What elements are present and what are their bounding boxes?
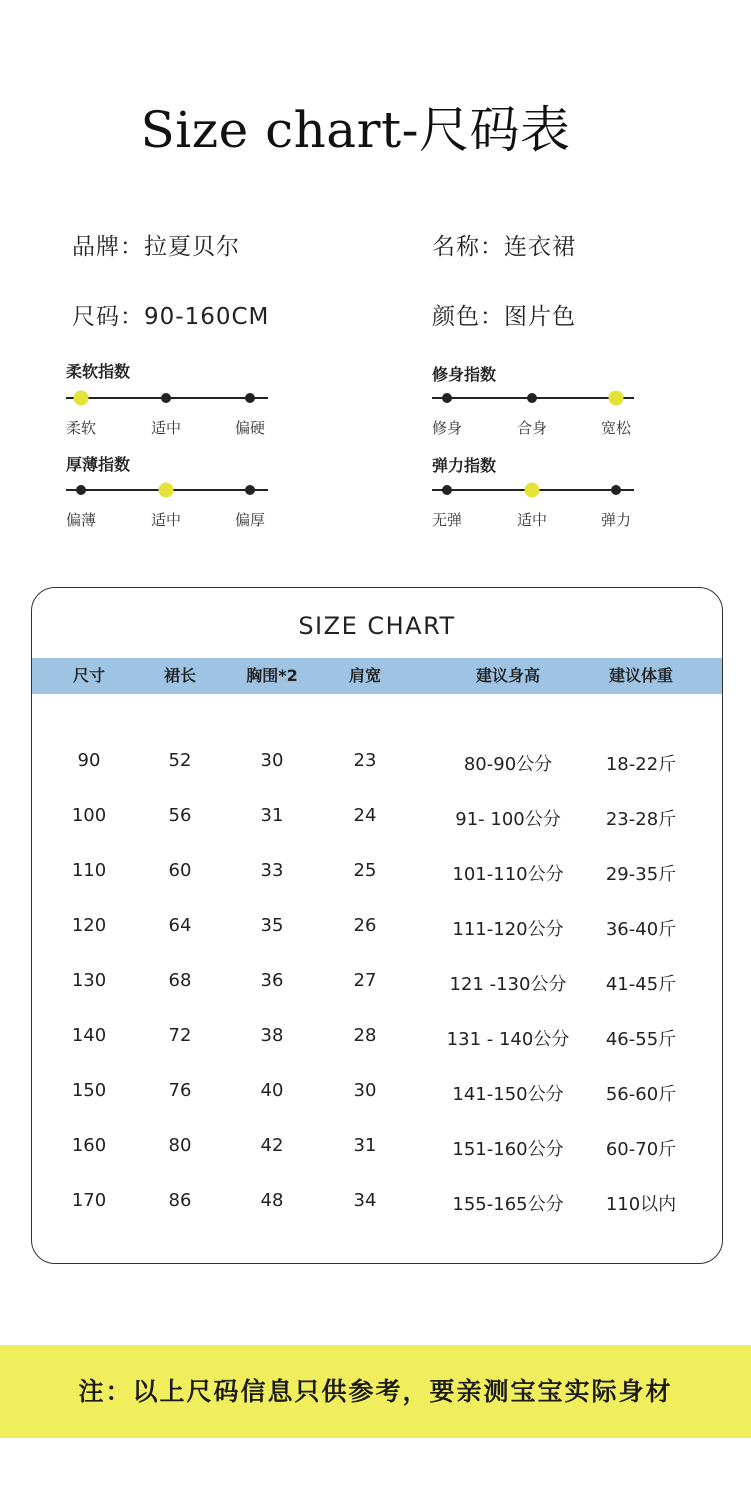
table-cell: 33	[260, 860, 284, 881]
scale-dot	[527, 393, 537, 403]
table-cell: 26	[353, 915, 377, 936]
table-cell: 30	[353, 1080, 377, 1101]
table-cell: 90	[77, 750, 101, 771]
color-info: 颜色：图片色	[432, 304, 576, 330]
table-header-cell: 建议体重	[608, 666, 674, 685]
table-cell: 76	[168, 1080, 192, 1101]
brand-info: 品牌：拉夏贝尔	[72, 234, 240, 260]
table-cell: 100	[71, 805, 107, 826]
scale-label: 宽松	[600, 419, 632, 437]
scale-title: 柔软指数	[66, 362, 131, 381]
note-text: 注：以上尺码信息只供参考，要亲测宝宝实际身材	[78, 1377, 673, 1406]
table-cell: 130	[71, 970, 107, 991]
table-cell: 41-45斤	[605, 974, 677, 995]
scale-dot-selected	[74, 391, 89, 406]
table-cell: 170	[71, 1190, 107, 1211]
scale-label: 修身	[431, 419, 463, 437]
scale-label: 偏厚	[234, 511, 266, 529]
table-cell: 101-110公分	[452, 864, 564, 885]
scale-label: 柔软	[65, 419, 97, 437]
table-cell: 60	[168, 860, 192, 881]
scale-dot-selected	[609, 391, 624, 406]
table-cell: 111-120公分	[452, 919, 564, 940]
table-cell: 131 - 140公分	[446, 1029, 570, 1050]
table-cell: 34	[353, 1190, 377, 1211]
scale-dot	[245, 485, 255, 495]
scale-label: 无弹	[431, 511, 463, 529]
scale-label: 适中	[150, 511, 182, 529]
scale-label: 偏硬	[234, 419, 266, 437]
table-cell: 36	[260, 970, 284, 991]
table-cell: 150	[71, 1080, 107, 1101]
table-cell: 68	[168, 970, 192, 991]
product-name-info: 名称：连衣裙	[432, 234, 576, 260]
table-header-cell: 建议身高	[475, 666, 541, 685]
table-cell: 72	[168, 1025, 192, 1046]
table-header-cell: 裙长	[163, 666, 197, 685]
table-cell: 141-150公分	[452, 1084, 564, 1105]
table-header-cell: 胸围*2	[246, 666, 298, 685]
table-cell: 35	[260, 915, 284, 936]
scale-label: 弹力	[600, 511, 632, 529]
table-cell: 23-28斤	[605, 809, 677, 830]
table-cell: 140	[71, 1025, 107, 1046]
scale-title: 厚薄指数	[66, 455, 131, 474]
scale-dot	[245, 393, 255, 403]
table-cell: 110以内	[605, 1194, 677, 1215]
table-cell: 48	[260, 1190, 284, 1211]
scale-label: 合身	[516, 419, 548, 437]
table-cell: 86	[168, 1190, 192, 1211]
table-cell: 18-22斤	[605, 754, 677, 775]
scale-dot	[442, 393, 452, 403]
table-cell: 80	[168, 1135, 192, 1156]
table-cell: 160	[71, 1135, 107, 1156]
scale-dot	[611, 485, 621, 495]
table-cell: 28	[353, 1025, 377, 1046]
table-cell: 64	[168, 915, 192, 936]
table-cell: 46-55斤	[605, 1029, 677, 1050]
table-cell: 155-165公分	[452, 1194, 564, 1215]
table-cell: 52	[168, 750, 192, 771]
scale-dot	[76, 485, 86, 495]
table-cell: 56-60斤	[605, 1084, 677, 1105]
table-cell: 56	[168, 805, 192, 826]
table-cell: 25	[353, 860, 377, 881]
table-header-cell: 肩宽	[348, 666, 382, 685]
table-cell: 91- 100公分	[455, 809, 561, 830]
page-title: Size chart-尺码表	[140, 101, 571, 159]
table-header-cell: 尺寸	[72, 666, 106, 685]
scale-dot	[442, 485, 452, 495]
table-cell: 60-70斤	[605, 1139, 677, 1160]
table-cell: 31	[260, 805, 284, 826]
scale-dot-selected	[159, 483, 174, 498]
table-cell: 80-90公分	[463, 754, 553, 775]
scale-dot-selected	[525, 483, 540, 498]
table-cell: 36-40斤	[605, 919, 677, 940]
table-cell: 30	[260, 750, 284, 771]
table-cell: 23	[353, 750, 377, 771]
table-cell: 38	[260, 1025, 284, 1046]
table-cell: 110	[71, 860, 107, 881]
size-range-info: 尺码：90-160CM	[72, 304, 270, 330]
table-cell: 42	[260, 1135, 284, 1156]
scale-label: 适中	[150, 419, 182, 437]
scale-title: 修身指数	[432, 365, 497, 384]
table-cell: 29-35斤	[605, 864, 677, 885]
table-cell: 121 -130公分	[449, 974, 567, 995]
table-cell: 27	[353, 970, 377, 991]
size-chart-title: SIZE CHART	[298, 612, 456, 640]
scale-label: 偏薄	[65, 511, 97, 529]
table-cell: 120	[71, 915, 107, 936]
scale-title: 弹力指数	[432, 456, 497, 475]
table-cell: 40	[260, 1080, 284, 1101]
scale-dot	[161, 393, 171, 403]
table-cell: 151-160公分	[452, 1139, 564, 1160]
scale-label: 适中	[516, 511, 548, 529]
table-cell: 31	[353, 1135, 377, 1156]
table-cell: 24	[353, 805, 377, 826]
